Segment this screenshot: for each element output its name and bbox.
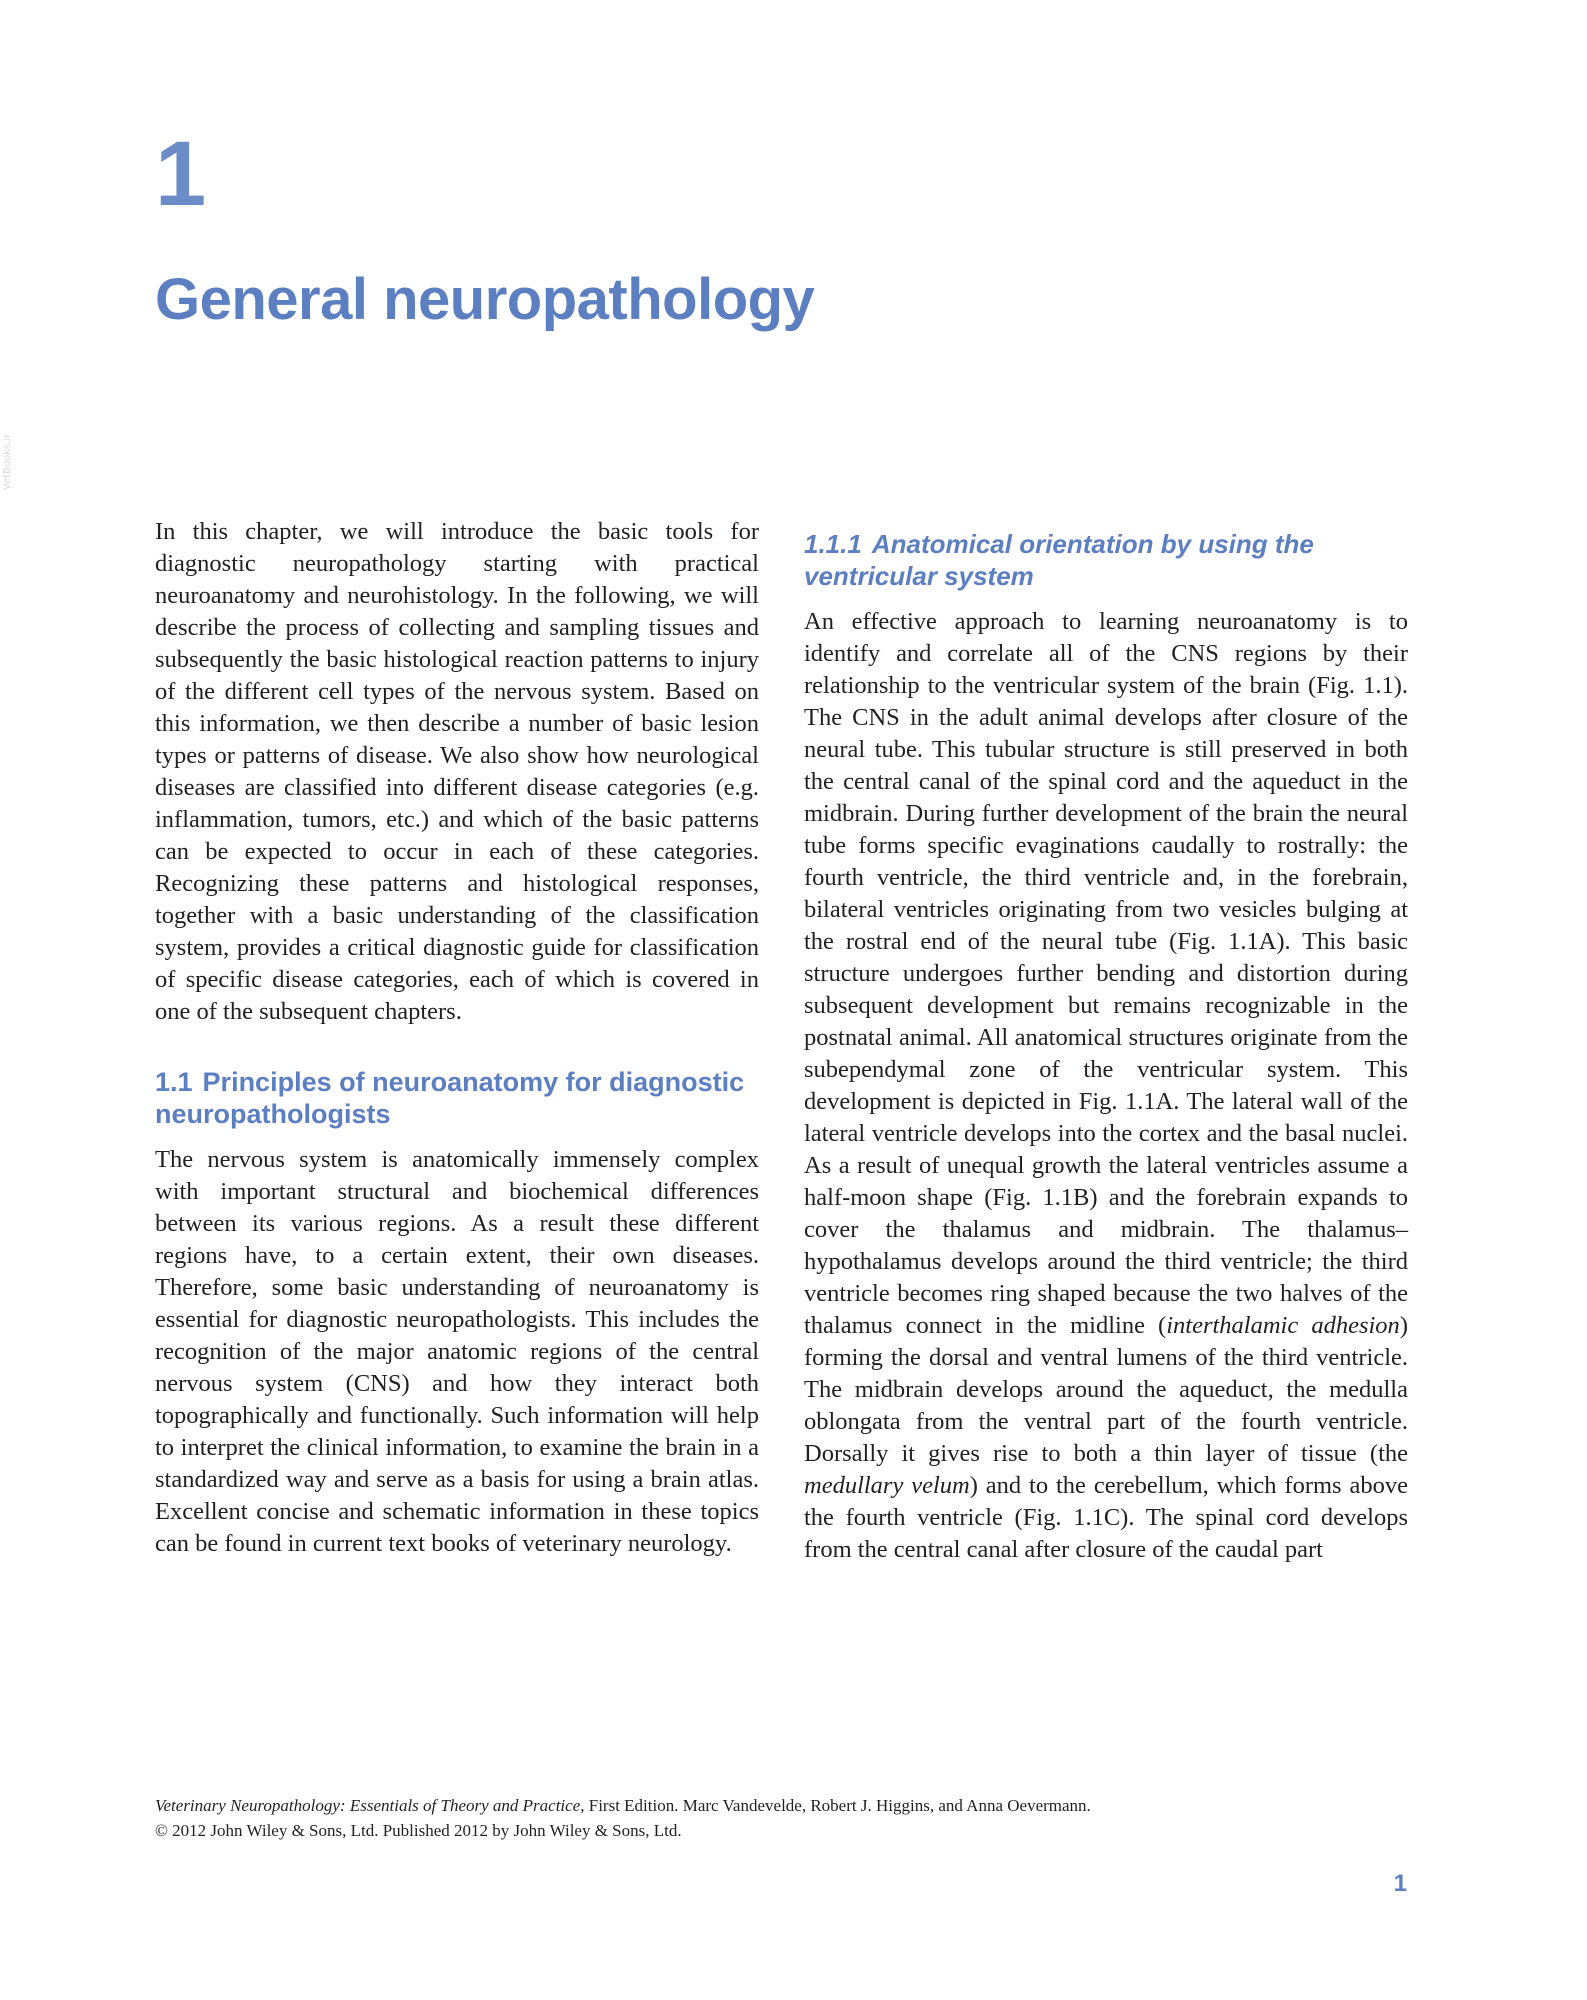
- section-title: Principles of neuroanatomy for diagnostic neuropathologists: [155, 1067, 745, 1129]
- chapter-title: General neuropathology: [155, 267, 815, 332]
- chapter-number: 1: [155, 123, 207, 225]
- section-number: 1.1: [155, 1067, 193, 1097]
- subsection-heading: [804, 528, 1408, 592]
- subsection-paragraph: [804, 606, 1408, 1566]
- edition-authors: , First Edition. Marc Vandevelde, Robert J. Higgins, and Anna Oevermann.: [580, 1796, 1091, 1815]
- subsection-title: Anatomical orientation by using the ventricular system: [804, 529, 1314, 591]
- left-column: [155, 516, 759, 1560]
- section-heading: [155, 1066, 759, 1130]
- paragraph-text-part1: An effective approach to learning neuroanatomy is to identify and correlate all of the CNS regions by their relationship to the ventricular system of the brain (Fig. 1.1). The CNS in the adult animal develops after closure of the neural tube. This tubular structure is still preserved in both the central canal of the spinal cord and the aqueduct in the midbrain. During further development of the brain the neural tube forms specific evaginations caudally to rostrally: the fourth ventricle, the third ventricle and, in the forebrain, bilateral ventricles originating from two vesicles bulging at the rostral end of the neural tube (Fig. 1.1A). This basic structure undergoes further bending and distortion during subsequent development but remains recognizable in the postnatal animal. All anatomical structures originate from the subependymal zone of the ventricular system. This development is depicted in Fig. 1.1A. The lateral wall of the lateral ventricle develops into the cortex and the basal nuclei. As a result of unequal growth the lateral ventricles assume a half-moon shape (Fig. 1.1B) and the forebrain expands to cover the thalamus and midbrain. The thalamus–hypothalamus develops around the third ventricle; the third ventricle becomes ring shaped because the two halves of the thalamus connect in the midline (: [804, 608, 1408, 1339]
- paragraph-text-part2: ) forming the dorsal and ventral lumens of the third ventricle. The midbrain develops around the aqueduct, the medulla oblongata from the ventral part of the fourth ventricle. Dorsally it gives rise to both a thin layer of tissue (the: [804, 1312, 1408, 1467]
- copyright-line: © 2012 John Wiley & Sons, Ltd. Published 2012 by John Wiley & Sons, Ltd.: [155, 1821, 682, 1840]
- watermark: VetBooks.ir: [2, 433, 13, 490]
- italic-term-adhesion: interthalamic adhesion: [1166, 1312, 1400, 1339]
- page-number: 1: [1393, 1870, 1407, 1897]
- book-title: Veterinary Neuropathology: Essentials of Theory and Practice: [155, 1796, 581, 1815]
- section-paragraph: The nervous system is anatomically immensely complex with important structural and biochemical differences between its various regions. As a result these different regions have, to a certain extent, their own diseases. Therefore, some basic understanding of neuroanatomy is essential for diagnostic neuropathologists. This includes the recognition of the major anatomic regions of the central nervous system (CNS) and how they interact both topographically and functionally. Such information will help to interpret the clinical information, to examine the brain in a standardized way and serve as a basis for using a brain atlas. Excellent concise and schematic information in these topics can be found in current text books of veterinary neurology.: [155, 1146, 759, 1557]
- citation-line: [155, 1793, 1415, 1818]
- subsection-number: 1.1.1: [804, 529, 862, 559]
- italic-term-velum: medullary velum: [804, 1472, 970, 1499]
- intro-paragraph: In this chapter, we will introduce the basic tools for diagnostic neuropathology starting with practical neuroanatomy and neurohistology. In the following, we will describe the process of collecting and sampling tissues and subsequently the basic histological reaction patterns to injury of the different cell types of the nervous system. Based on this information, we then describe a number of basic lesion types or patterns of disease. We also show how neurological diseases are classified into different disease categories (e.g. inflammation, tumors, etc.) and which of the basic patterns can be expected to occur in each of these categories. Recognizing these patterns and histological responses, together with a basic understanding of the classification system, provides a critical diagnostic guide for classification of specific disease categories, each of which is covered in one of the subsequent chapters.: [155, 518, 759, 1025]
- right-column: [804, 528, 1408, 1566]
- footer-citation: [155, 1793, 1415, 1843]
- paragraph-text-part3: ) and to the cerebellum, which forms above the fourth ventricle (Fig. 1.1C). The spinal cord develops from the central canal after closure of the caudal part: [804, 1472, 1408, 1563]
